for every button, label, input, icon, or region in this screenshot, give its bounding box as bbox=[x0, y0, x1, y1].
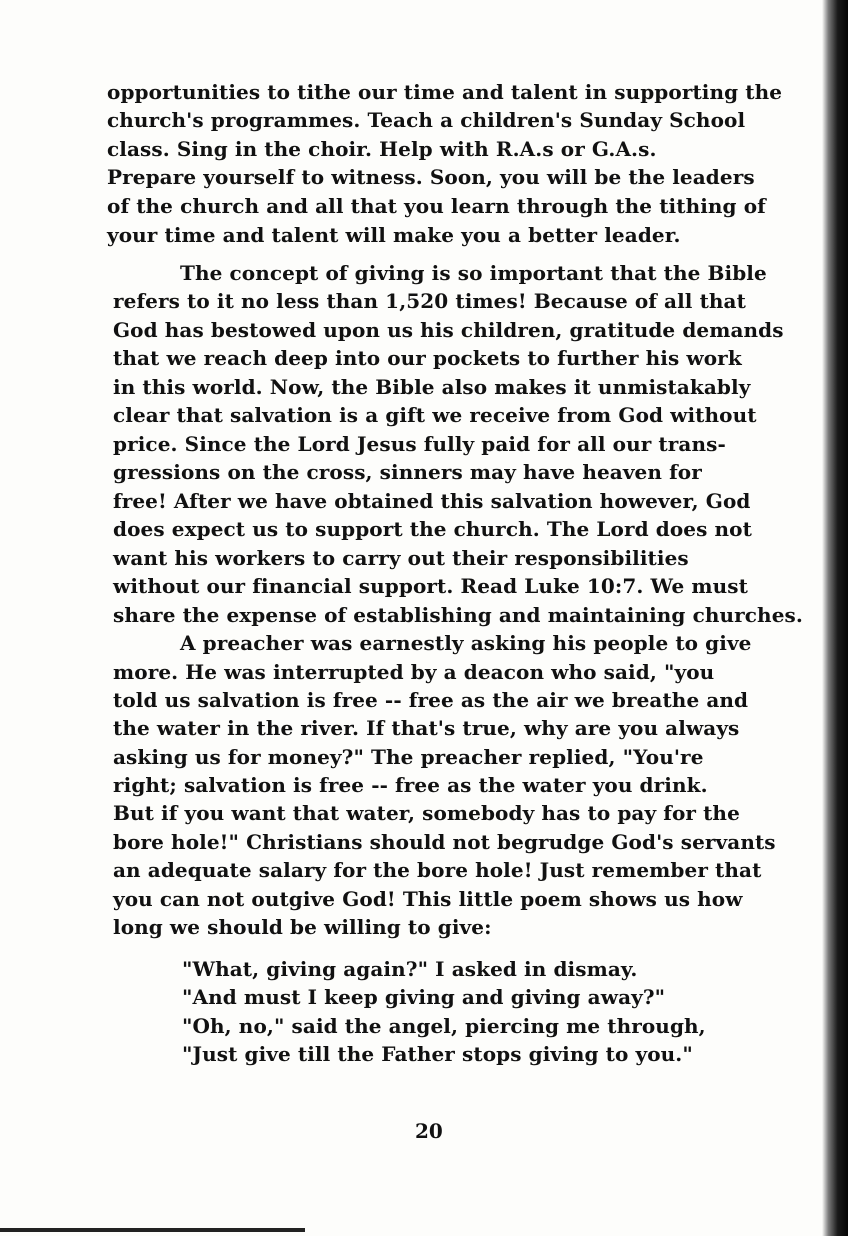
paragraph-2-line-4: that we reach deep into our pockets to further his work bbox=[113, 346, 742, 370]
paragraph-2-line-7: price. Since the Lord Jesus fully paid for all our trans- bbox=[113, 432, 726, 456]
paragraph-3-line-10: you can not outgive God! This little poem shows us how bbox=[113, 887, 743, 911]
paragraph-1-line-1: opportunities to tithe our time and talent in supporting the bbox=[107, 80, 783, 104]
paragraph-3-line-5: asking us for money?" The preacher replied, "You're bbox=[113, 745, 704, 769]
paragraph-2-line-11: want his workers to carry out their responsibilities bbox=[113, 546, 689, 570]
poem-line-4: "Just give till the Father stops giving to you." bbox=[182, 1042, 693, 1066]
paragraph-3-line-3: told us salvation is free -- free as the air we breathe and bbox=[113, 688, 749, 712]
paragraph-2-line-8: gressions on the cross, sinners may have heaven for bbox=[113, 460, 702, 484]
paragraph-1-line-5: of the church and all that you learn through the tithing of bbox=[107, 194, 766, 218]
bottom-rule bbox=[0, 1228, 305, 1232]
paragraph-3-line-8: bore hole!" Christians should not begrudge God's servants bbox=[113, 830, 776, 854]
paragraph-2-line-3: God has bestowed upon us his children, gratitude demands bbox=[113, 318, 784, 342]
poem-line-3: "Oh, no," said the angel, piercing me through, bbox=[182, 1014, 706, 1038]
paragraph-2-line-12: without our financial support. Read Luke 10:7. We must bbox=[113, 574, 748, 598]
paragraph-2-line-2: refers to it no less than 1,520 times! Because of all that bbox=[113, 289, 746, 313]
paragraph-3-line-9: an adequate salary for the bore hole! Just remember that bbox=[113, 858, 762, 882]
paragraph-1-line-3: class. Sing in the choir. Help with R.A.s or G.A.s. bbox=[107, 137, 657, 161]
paragraph-3-line-11: long we should be willing to give: bbox=[113, 915, 492, 939]
paragraph-3-line-2: more. He was interrupted by a deacon who said, "you bbox=[113, 660, 715, 684]
paragraph-3-line-1: A preacher was earnestly asking his people to give bbox=[180, 631, 752, 655]
paragraph-2-line-10: does expect us to support the church. The Lord does not bbox=[113, 517, 752, 541]
paragraph-2-line-5: in this world. Now, the Bible also makes it unmistakably bbox=[113, 375, 751, 399]
paragraph-2-line-13: share the expense of establishing and maintaining churches. bbox=[113, 603, 803, 627]
paragraph-1-line-4: Prepare yourself to witness. Soon, you will be the leaders bbox=[107, 165, 755, 189]
paragraph-2-line-9: free! After we have obtained this salvation however, God bbox=[113, 489, 751, 513]
paragraph-3-line-6: right; salvation is free -- free as the water you drink. bbox=[113, 773, 708, 797]
page-number: 20 bbox=[415, 1119, 443, 1143]
paragraph-1-line-2: church's programmes. Teach a children's Sunday School bbox=[107, 108, 746, 132]
poem-line-2: "And must I keep giving and giving away?" bbox=[182, 985, 666, 1009]
poem-line-1: "What, giving again?" I asked in dismay. bbox=[182, 957, 638, 981]
paragraph-2-line-6: clear that salvation is a gift we receive from God without bbox=[113, 403, 757, 427]
paragraph-3-line-7: But if you want that water, somebody has to pay for the bbox=[113, 801, 740, 825]
paragraph-1-line-6: your time and talent will make you a better leader. bbox=[107, 223, 681, 247]
paragraph-3-line-4: the water in the river. If that's true, why are you always bbox=[113, 716, 740, 740]
paragraph-2-line-1: The concept of giving is so important that the Bible bbox=[180, 261, 767, 285]
scan-shadow-edge bbox=[822, 0, 848, 1236]
